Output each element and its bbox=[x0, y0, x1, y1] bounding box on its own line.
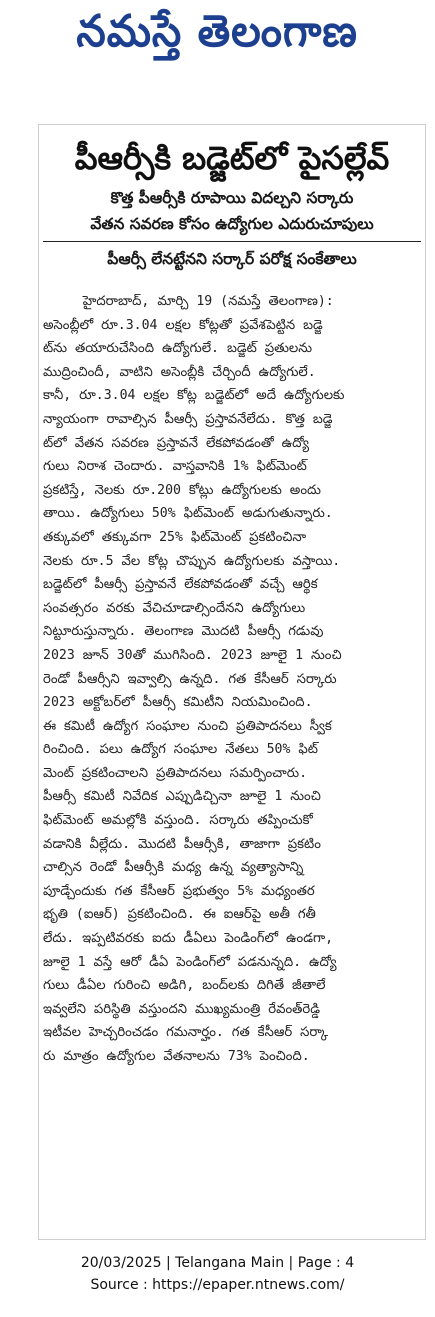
masthead bbox=[6, 6, 429, 68]
article-line: ట్‌లో వేతన సవరణ ప్రస్తావనే లేకపోవడంతో ఉద్యో bbox=[43, 435, 310, 451]
article-line: రెండో పీఆర్సీని ఇవ్వాల్సి ఉన్నది. గత కేసీఆర్ సర్కారు bbox=[43, 671, 337, 687]
news-clipping bbox=[38, 124, 426, 1240]
article-line: నెలకు రూ.5 వేల కోట్ల చొప్పున ఉద్యోగులకు వస్తాయి. bbox=[43, 553, 341, 569]
headline: పీఆర్సీకి బడ్జెట్‌లో పైసల్లేవ్ bbox=[74, 139, 390, 177]
article-line: హైదరాబాద్, మార్చి 19 (నమస్తే తెలంగాణ): bbox=[43, 294, 334, 309]
article-body bbox=[43, 290, 421, 1069]
article-line: ఫిట్‌మెంట్ అమల్లోకి వస్తుంది. సర్కారు తప్పించుకో bbox=[43, 813, 313, 829]
article-line: జూలై 1 వస్తే ఆరో డీఏ పెండింగ్‌లో పడనున్నది. ఉద్యో bbox=[43, 954, 337, 970]
article-line: కానీ, రూ.3.04 లక్షల కోట్ల బడ్జెట్‌లో అదే ఉద్యోగులకు bbox=[43, 388, 345, 404]
article-line: గులు నిరాశ చెందారు. వాస్తవానికి 1% ఫిట్‌మెంట్ bbox=[43, 459, 307, 475]
article-line: 2023 జూన్ 30తో ముగిసింది. 2023 జూలై 1 నుంచి bbox=[43, 647, 342, 663]
article-line: ఇవ్వలేని పరిస్థితి వస్తుందని ముఖ్యమంత్రి రేవంత్‌రెడ్డి bbox=[43, 1001, 320, 1017]
article-line: రు మాత్రం ఉద్యోగుల వేతనాలను 73% పెంచింది. bbox=[43, 1049, 310, 1064]
divider bbox=[43, 241, 421, 242]
article-line: గులు డీఏల గురించి అడిగి, బంద్‌లకు దిగితే జీతాలే bbox=[43, 978, 326, 994]
article-line: మెంట్ ప్రకటించాలని ప్రతిపాదనలు సమర్పించారు. bbox=[43, 765, 308, 781]
article-line: చాల్సిన రెండో పీఆర్సీకి మధ్య ఉన్న వ్యత్యాసాన్ని bbox=[43, 860, 304, 876]
article-line: భృతి (ఐఆర్) ప్రకటించింది. ఈ ఐఆర్‌పై అతీ గతీ bbox=[43, 907, 316, 923]
article-line: ఇటీవల హెచ్చరించడం గమనార్హం. గత కేసీఆర్ సర్కా bbox=[43, 1025, 328, 1041]
article-line: అసెంబ్లీలో రూ.3.04 లక్షల కోట్లతో ప్రవేశపెట్టిన బడ్జె bbox=[43, 317, 323, 333]
newspaper-title: నమస్తే తెలంగాణ bbox=[76, 6, 359, 57]
article-line: సంవత్సరం వరకు వేచిచూడాల్సిందేనని ఉద్యోగులు bbox=[43, 600, 306, 616]
article-line: ప్రకటిస్తే, నెలకు రూ.200 కోట్లు ఉద్యోగులకు అందు bbox=[43, 482, 321, 498]
subheadline-1: కొత్త పీఆర్సీకి రూపాయి విదల్చని సర్కారు bbox=[110, 189, 354, 207]
article-line: తక్కువలో తక్కువగా 25% ఫిట్‌మెంట్ ప్రకటించినా bbox=[43, 529, 307, 545]
subheadline-3: పీఆర్సీ లేనట్టేనని సర్కార్ పరోక్ష సంకేతాలు bbox=[107, 250, 357, 268]
article-line: 2023 అక్టోబర్‌లో పీఆర్సీ కమిటీని నియమించింది. bbox=[43, 695, 313, 711]
article-line: పూడ్చేందుకు గత కేసీఆర్ ప్రభుత్వం 5% మధ్యంతర bbox=[43, 883, 315, 899]
article-line: నిట్టూరుస్తున్నారు. తెలంగాణ మొదటి పీఆర్సీ గడువు bbox=[43, 624, 324, 640]
article-line: ట్‌ను తయారుచేసింది ఉద్యోగులే. బడ్జెట్ ప్రతులను bbox=[43, 341, 313, 357]
article-line: వడానికి వీల్లేదు. మొదటి పీఆర్సీకి, తాజాగా ప్రకటిం bbox=[43, 836, 321, 852]
article-line: రించింది. పలు ఉద్యోగ సంఘాల నేతలు 50% ఫిట్ bbox=[43, 742, 318, 758]
edition-info: 20/03/2025 | Telangana Main | Page : 4 bbox=[80, 1255, 355, 1271]
source-link[interactable]: Source : https://epaper.ntnews.com/ bbox=[90, 1277, 345, 1293]
article-line: లేదు. ఇప్పటివరకు ఐదు డీఏలు పెండింగ్‌లో ఉండగా, bbox=[43, 931, 334, 947]
subheadline-2: వేతన సవరణ కోసం ఉద్యోగుల ఎదురుచూపులు bbox=[90, 215, 374, 233]
article-line: బడ్జెట్‌లో పీఆర్సీ ప్రస్తావనే లేకపోవడంతో వచ్చే ఆర్థిక bbox=[43, 577, 318, 593]
article-line: న్యాయంగా రావాల్సిన పీఆర్సీ ప్రస్తావనేలేదు. కొత్త బడ్జె bbox=[43, 411, 333, 427]
article-line: తాయి. ఉద్యోగులు 50% ఫిట్‌మెంట్ అడుగుతున్నారు. bbox=[43, 506, 333, 522]
article-line: ముద్రించిందీ, వాటిని అసెంబ్లీకి చేర్చిందీ ఉద్యోగులే. bbox=[43, 364, 316, 380]
article-line: పీఆర్సీ కమిటీ నివేదిక ఎప్పుడిచ్చినా జూలై 1 నుంచి bbox=[43, 789, 321, 805]
article-line: ఈ కమిటీ ఉద్యోగ సంఘాల నుంచి ప్రతిపాదనలు స్వీక bbox=[43, 718, 332, 734]
